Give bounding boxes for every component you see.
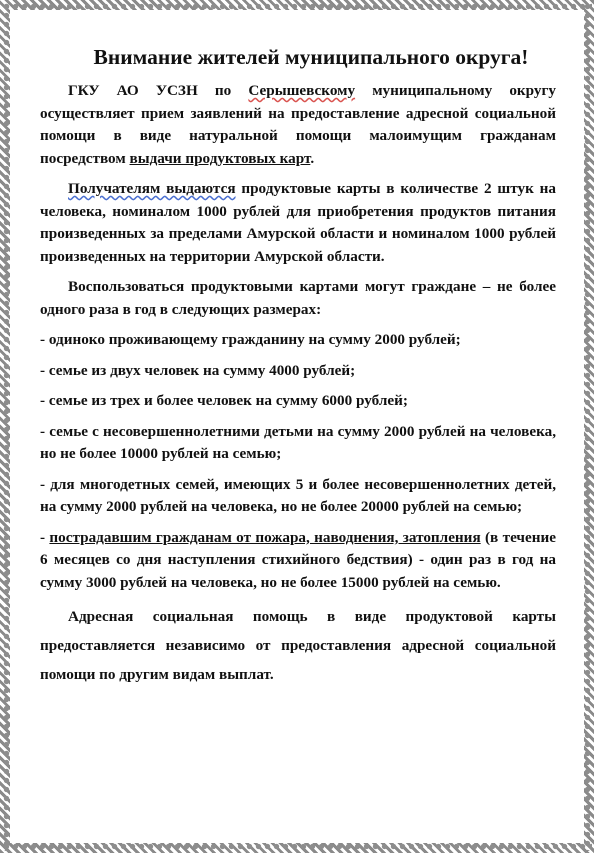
intro-part-c: муниципальному округу осуществляет прием заявлений на предоставление адресной социальной помощи в виде натуральной помощи малоимущим гражданам посредством <box>40 82 556 167</box>
recipients-text: продуктовые карты в количестве 2 штук на человека, номиналом 1000 рублей для приобретения продуктов питания произведенных за пределами Амурской области и номиналом 1000 рублей произведенных на территории Амурской области. <box>40 180 556 265</box>
recipients-paragraph <box>40 178 556 268</box>
document-body <box>40 44 556 689</box>
intro-part-a: ГКУ АО УСЗН по <box>68 82 249 99</box>
intro-part-e: . <box>310 149 315 167</box>
list-item: - семье из двух человек на сумму 4000 рублей; <box>40 361 356 379</box>
border-dots-right <box>583 2 592 851</box>
list-item-disaster <box>40 527 556 595</box>
intro-paragraph <box>40 80 556 170</box>
intro-food-cards: выдачи продуктовых карт <box>129 149 311 167</box>
list-item: - семье с несовершеннолетними детьми на сумму 2000 рублей на человека, но не более 10000 рублей на семью; <box>40 422 556 462</box>
disaster-dash: - <box>40 528 50 546</box>
list-item: - семье из трех и более человек на сумму 6000 рублей; <box>40 392 408 409</box>
disaster-text: (в течение 6 месяцев со дня наступления стихийного бедствия) - один раз в год на сумму 3000 рублей на человека, но не более 15000 рублей на семью. <box>40 528 556 591</box>
list-item: - для многодетных семей, имеющих 5 и более несовершеннолетних детей, на сумму 2000 рублей на человека, но не более 20000 рублей на семью; <box>40 475 556 515</box>
disaster-victims: пострадавшим гражданам от пожара, наводнения, затопления <box>49 528 481 546</box>
border-dots-left <box>2 2 11 851</box>
border-dots-top <box>2 2 592 11</box>
closing-paragraph: Адресная социальная помощь в виде продуктовой карты предоставляется независимо от предоставления адресной социальной помощи по другим видам выплат. <box>40 608 556 683</box>
recipients-lead: Получателям выдаются <box>68 180 236 197</box>
list-item: - одиноко проживающему гражданину на сумму 2000 рублей; <box>40 331 461 348</box>
usage-paragraph: Воспользоваться продуктовыми картами могут граждане – не более одного раза в год в следующих размерах: <box>40 278 556 318</box>
document-title: Внимание жителей муниципального округа! <box>93 45 529 69</box>
border-dots-bottom <box>2 842 592 851</box>
intro-district-name: Серышевскому <box>248 82 356 99</box>
